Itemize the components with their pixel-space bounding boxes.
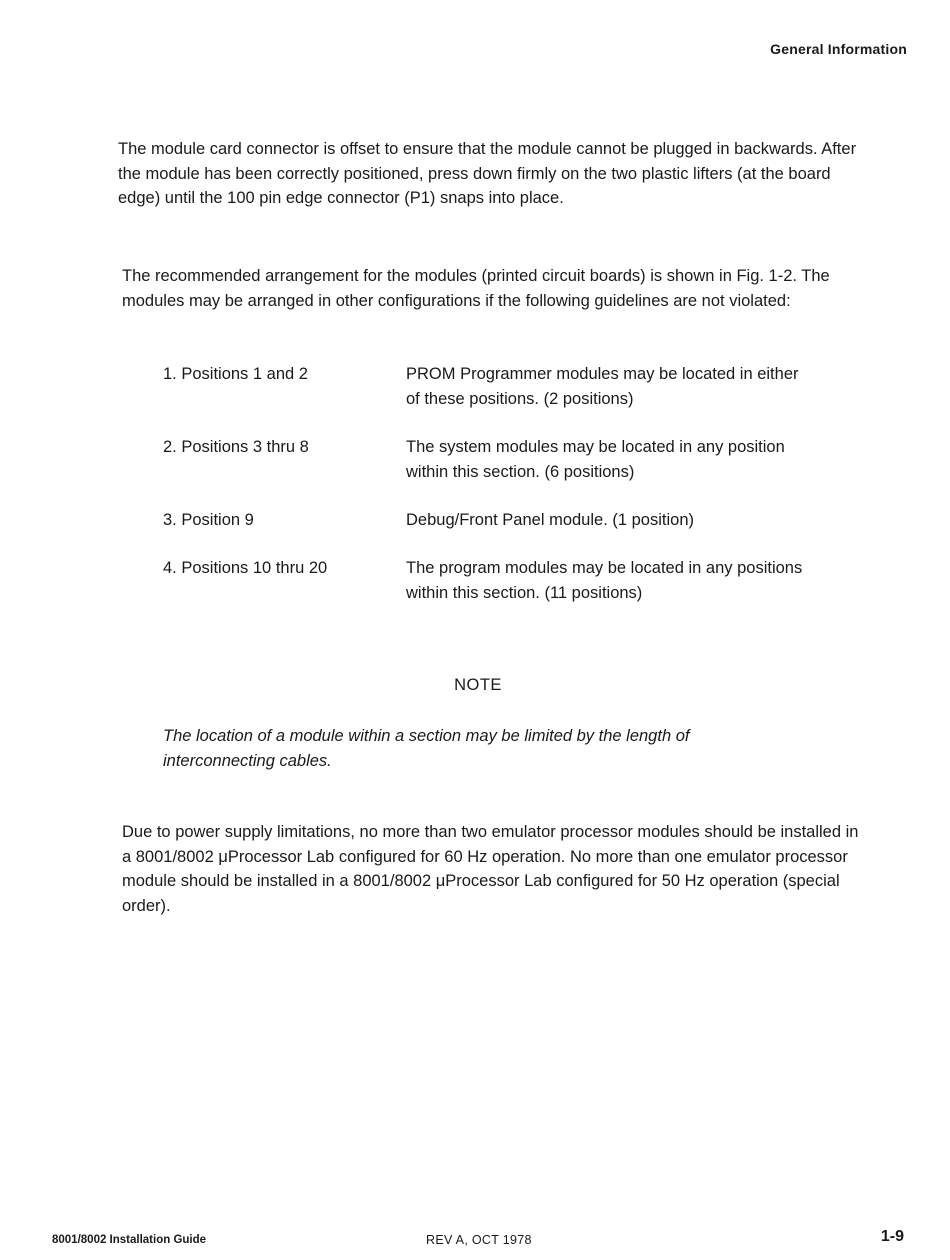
guideline-item bbox=[163, 435, 803, 484]
guideline-description: Debug/Front Panel module. (1 position) bbox=[406, 511, 694, 529]
footer-revision: REV A, OCT 1978 bbox=[426, 1233, 532, 1247]
guideline-description: The system modules may be located in any position within this section. (6 positions) bbox=[406, 438, 785, 481]
footer-page-number: 1-9 bbox=[880, 1228, 904, 1245]
footer-document-title: 8001/8002 Installation Guide bbox=[52, 1234, 207, 1246]
guideline-position: 4. Positions 10 thru 20 bbox=[163, 559, 328, 577]
guideline-position: 3. Position 9 bbox=[163, 511, 254, 529]
guideline-item bbox=[163, 362, 803, 411]
guideline-position: 2. Positions 3 thru 8 bbox=[163, 438, 309, 456]
note-text: The location of a module within a section may be limited by the length of interconnecting cables. bbox=[163, 727, 690, 770]
running-head: General Information bbox=[770, 41, 907, 57]
paragraph-arrangement: The recommended arrangement for the modules (printed circuit boards) is shown in Fig. 1-2. The modules may be arranged in other configurations if the following guidelines are not violated: bbox=[122, 267, 830, 310]
guideline-position: 1. Positions 1 and 2 bbox=[163, 365, 308, 383]
note-heading: NOTE bbox=[454, 676, 502, 694]
paragraph-connector: The module card connector is offset to ensure that the module cannot be plugged in backwards. After the module has been correctly positioned, press down firmly on the two plastic lifters (at the board edge) until the 100 pin edge connector (P1) snaps into place. bbox=[118, 140, 857, 207]
guideline-description: The program modules may be located in any positions within this section. (11 positions) bbox=[406, 559, 803, 602]
paragraph-power-supply: Due to power supply limitations, no more than two emulator processor modules should be installed in a 8001/8002 μProcessor Lab configured for 60 Hz operation. No more than one emulator processor module should be installed in a 8001/8002 μProcessor Lab configured for 50 Hz operation (special order). bbox=[122, 823, 859, 915]
guideline-item bbox=[163, 556, 803, 605]
guideline-description: PROM Programmer modules may be located in either of these positions. (2 positions) bbox=[406, 365, 799, 408]
guideline-item bbox=[163, 508, 803, 533]
